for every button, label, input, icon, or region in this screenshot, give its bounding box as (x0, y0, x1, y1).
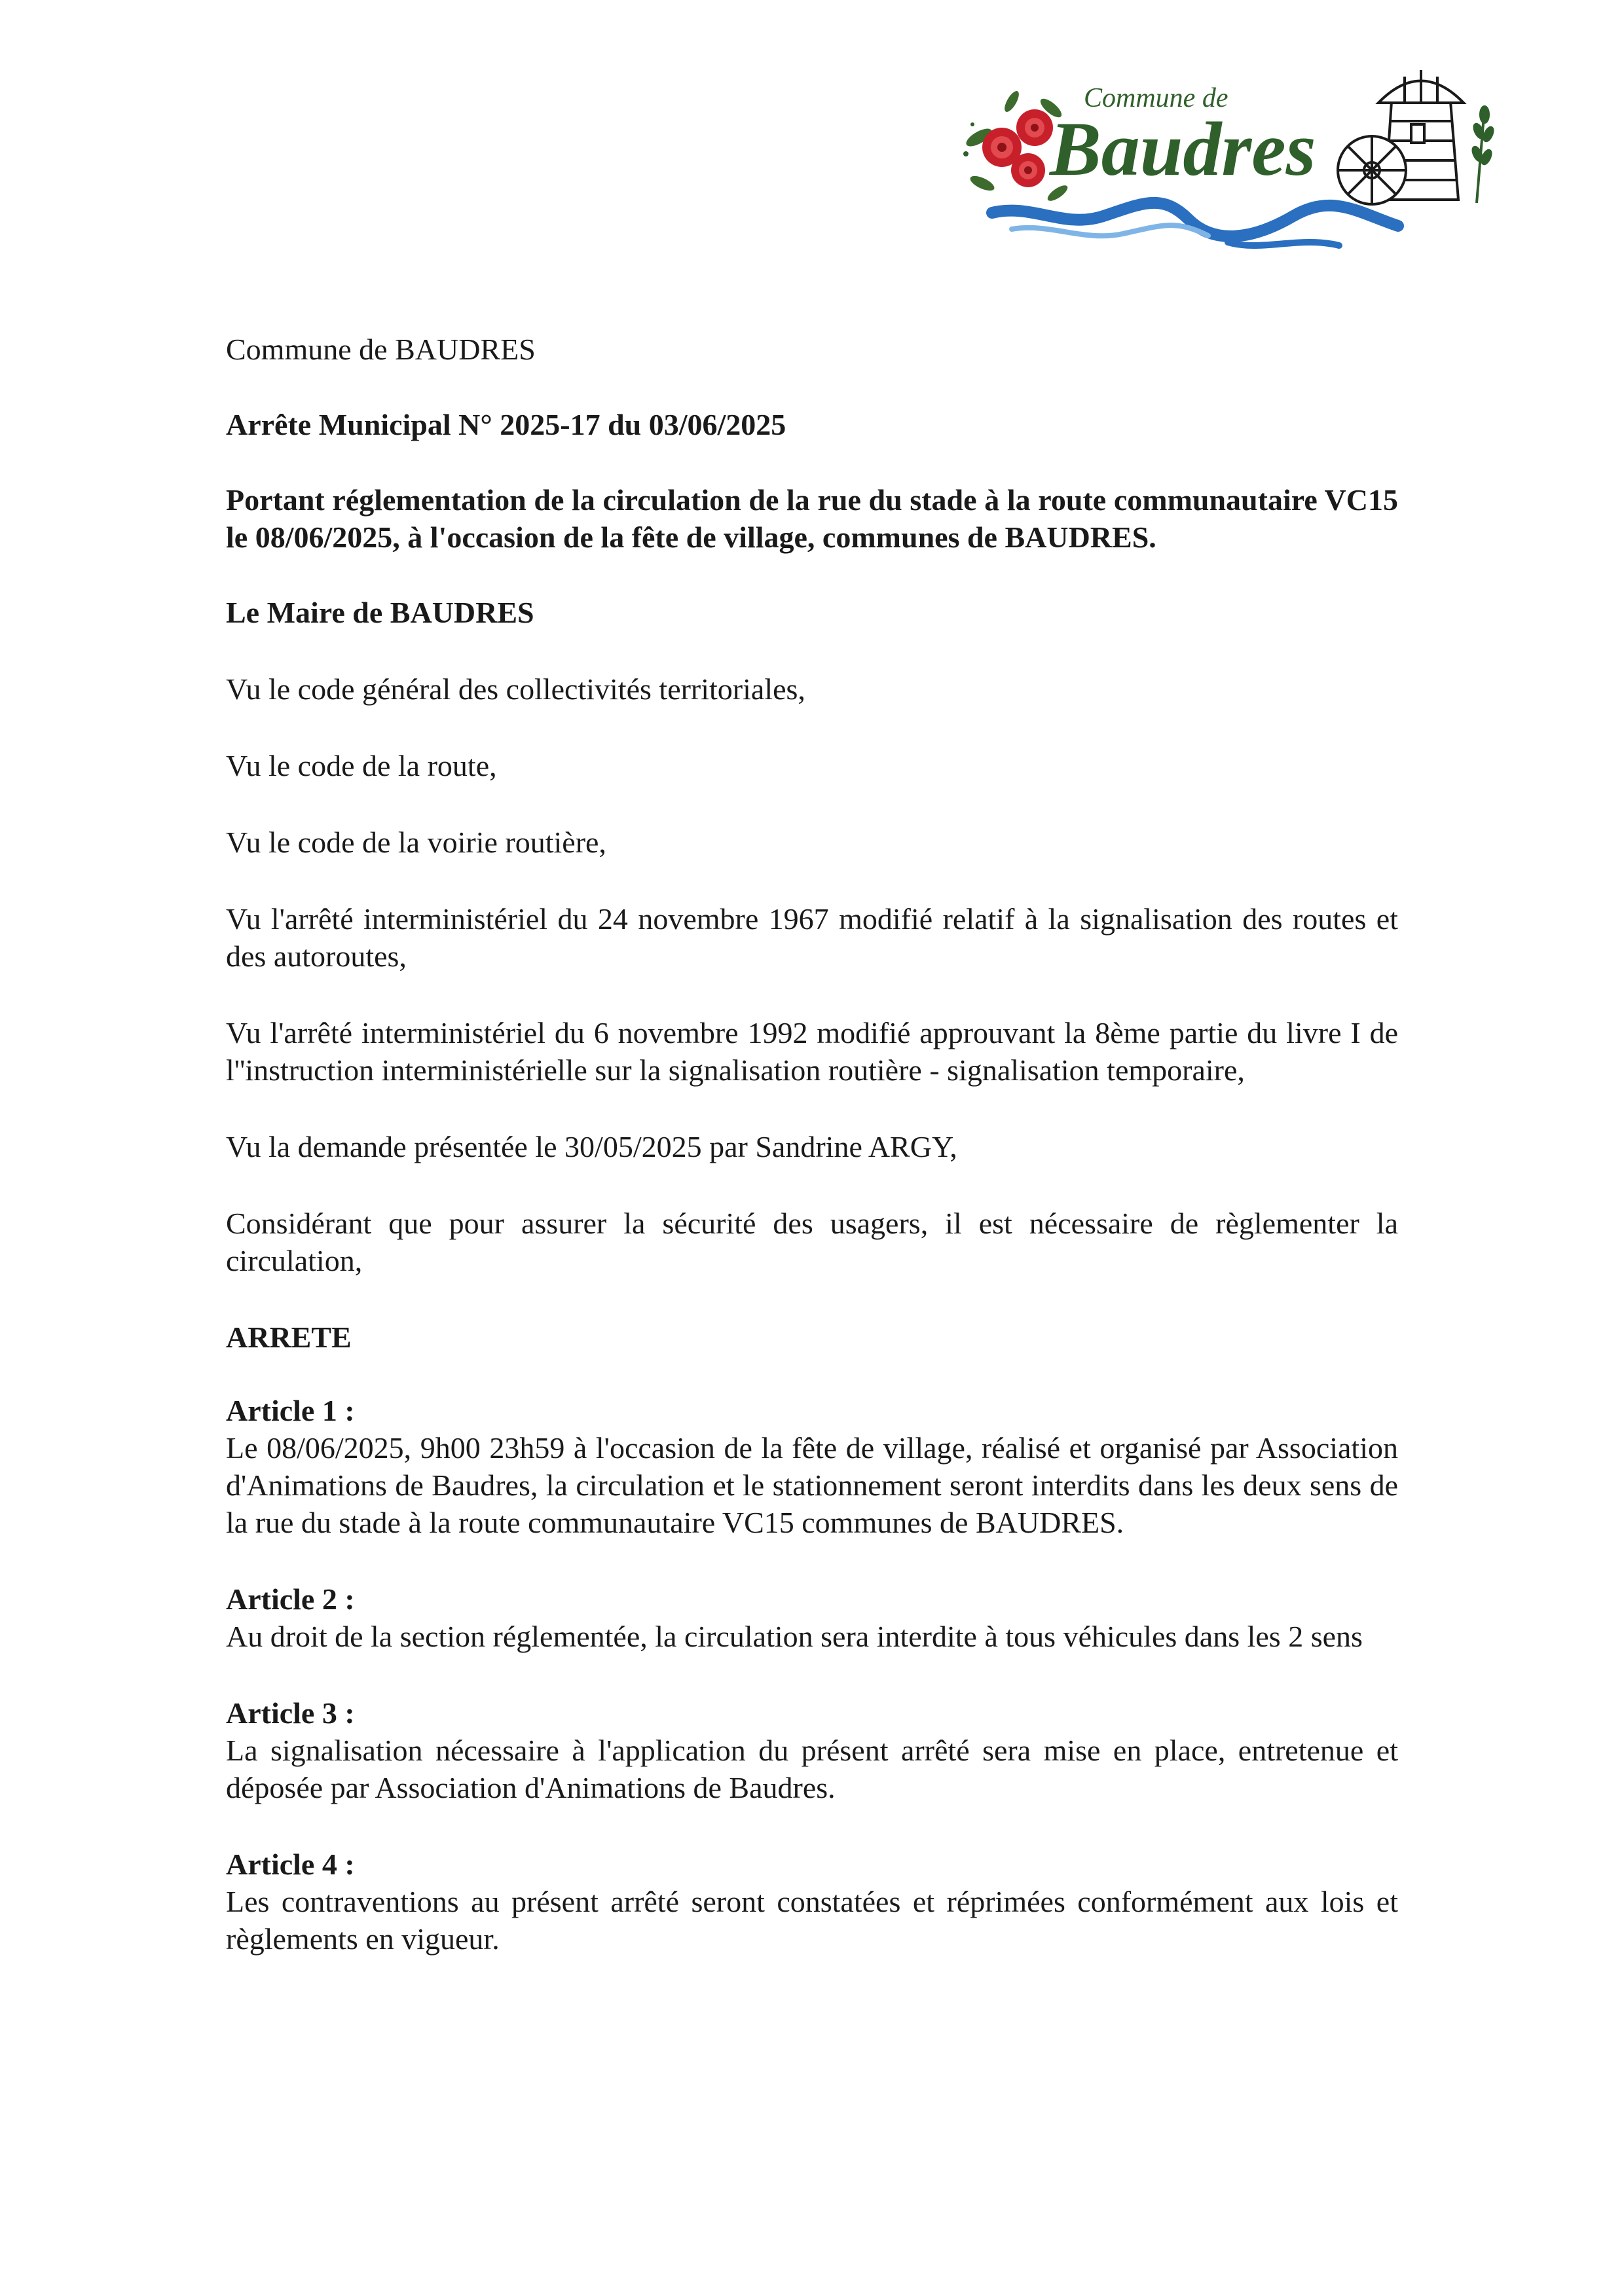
article-title: Article 2 : (226, 1582, 355, 1616)
visa-item: Vu le code général des collectivités territoriales, (226, 672, 805, 706)
arrete-body (226, 331, 1398, 1958)
article-text: Au droit de la section réglementée, la circulation sera interdite à tous véhicules dans les 2 sens (226, 1620, 1363, 1653)
mayor-heading: Le Maire de BAUDRES (226, 596, 534, 629)
logo-text-commune-de: Commune de (1084, 83, 1228, 113)
river-icon (992, 203, 1398, 246)
visa-item: Vu la demande présentée le 30/05/2025 par Sandrine ARGY, (226, 1130, 957, 1163)
arrete-number: Arrête Municipal N° 2025-17 du 03/06/2025 (226, 408, 786, 441)
article-title: Article 4 : (226, 1848, 355, 1881)
logo-text-baudres: Baudres (1050, 106, 1316, 192)
commune-logo (953, 62, 1503, 259)
arrete-label: ARRETE (226, 1321, 352, 1354)
visa-item: Vu le code de la route, (226, 749, 497, 782)
arrete-subject: Portant réglementation de la circulation de la rue du stade à la route communautaire VC15 le 08/06/2025, à l'occasion de la fête de village, communes de BAUDRES. (226, 483, 1398, 554)
wheat-icon (1471, 107, 1494, 203)
visa-item: Vu l'arrêté interministériel du 24 novembre 1967 modifié relatif à la signalisation des routes et des autoroutes, (226, 902, 1398, 973)
visa-item: Vu l'arrêté interministériel du 6 novembre 1992 modifié approuvant la 8ème partie du livre I de l''instruction interministérielle sur la signalisation routière - signalisation temporaire, (226, 1016, 1398, 1087)
rose-icon (982, 109, 1053, 187)
article-title: Article 3 : (226, 1696, 355, 1730)
visa-item: Vu le code de la voirie routière, (226, 826, 606, 859)
water-wheel-icon (1338, 136, 1406, 204)
considerant: Considérant que pour assurer la sécurité des usagers, il est nécessaire de règlementer la circulation, (226, 1207, 1398, 1277)
commune-name: Commune de BAUDRES (226, 333, 536, 366)
article-text: La signalisation nécessaire à l'application du présent arrêté sera mise en place, entretenue et déposée par Association d'Animations de Baudres. (226, 1734, 1398, 1804)
article-text: Le 08/06/2025, 9h00 23h59 à l'occasion de la fête de village, réalisé et organisé par Association d'Animations de Baudres, la circulation et le stationnement seront interdits dans les deux sens de la rue du stade à la route communautaire VC15 communes de BAUDRES. (226, 1431, 1398, 1539)
article-title: Article 1 : (226, 1394, 355, 1427)
article-text: Les contraventions au présent arrêté seront constatées et réprimées conformément aux lois et règlements en vigueur. (226, 1885, 1398, 1956)
